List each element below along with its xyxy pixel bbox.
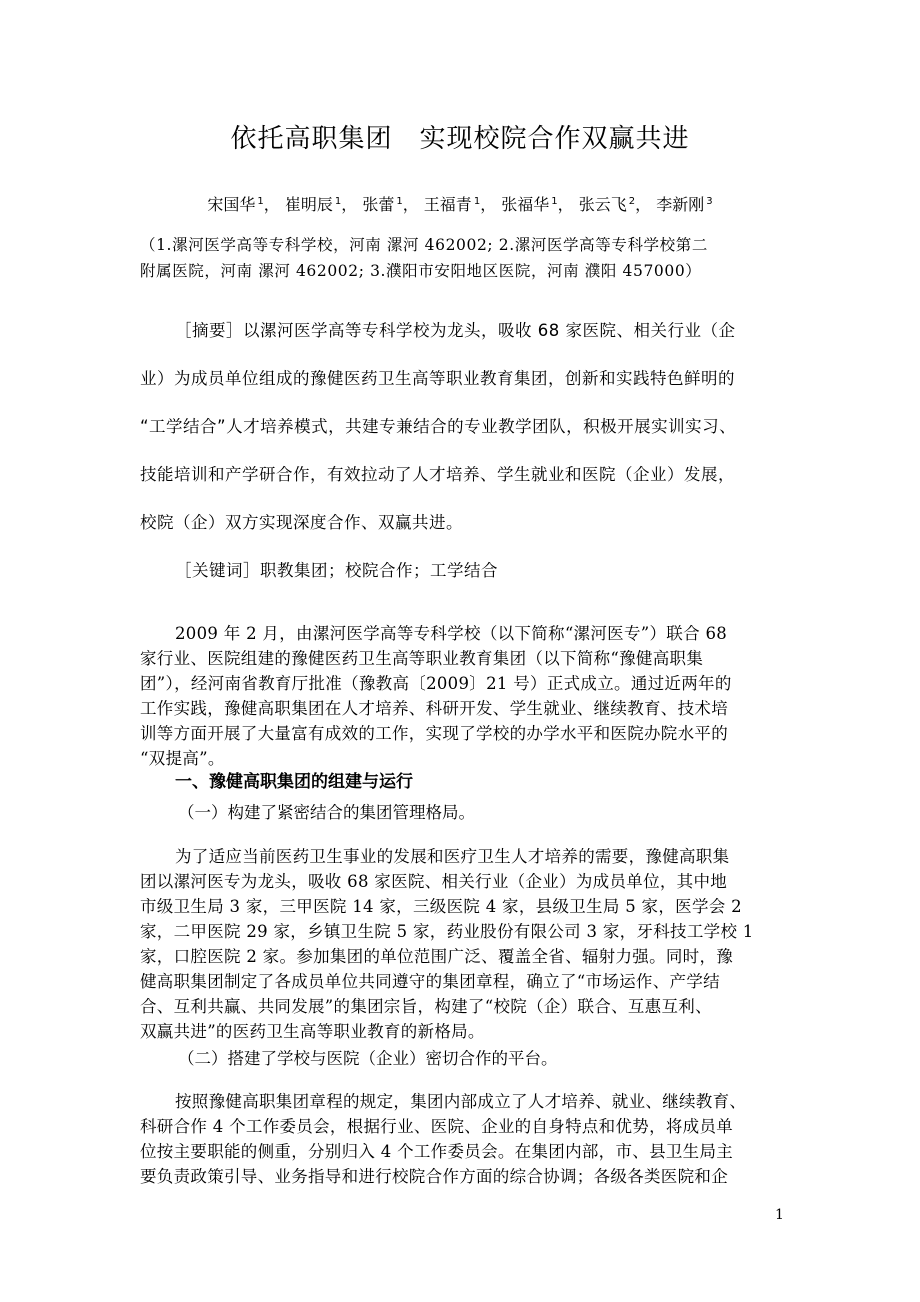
- body-line: 市级卫生局 3 家，三甲医院 14 家，三级医院 4 家，县级卫生局 5 家，医学会 2: [140, 897, 742, 916]
- keywords: [175, 557, 498, 581]
- abstract-line: 校院（企）双方实现深度合作、双赢共进。: [140, 513, 463, 532]
- affiliation-line: （1.漯河医学高等专科学校，河南 漯河 462002; 2.漯河医学高等专科学校第二: [140, 236, 708, 254]
- body-line: 家行业、医院组建的豫健医药卫生高等职业教育集团（以下简称“豫健高职集: [140, 649, 704, 668]
- body-line: 要负责政策引导、业务指导和进行校院合作方面的综合协调；各级各类医院和企: [140, 1167, 728, 1186]
- body-line: 训等方面开展了大量富有成效的工作，实现了学校的办学水平和医院办院水平的: [140, 724, 728, 743]
- page-number: 1: [775, 1207, 784, 1223]
- body-line: 科研合作 4 个工作委员会，根据行业、医院、企业的自身特点和优势，将成员单: [140, 1117, 734, 1136]
- body-line: 家，二甲医院 29 家，乡镇卫生院 5 家，药业股份有限公司 3 家，牙科技工学校 1: [140, 922, 754, 941]
- subsection-heading: （一）构建了紧密结合的集团管理格局。: [178, 803, 475, 822]
- author: 李新刚 $^3$: [656, 195, 713, 214]
- affiliation-line: 附属医院，河南 漯河 462002; 3.濮阳市安阳地区医院，河南 濮阳 457000）: [140, 262, 702, 280]
- body-line: 2009 年 2 月，由漯河医学高等专科学校（以下简称“漯河医专”）联合 68: [175, 624, 728, 643]
- author: 张蕾 $^1$: [362, 195, 403, 214]
- body-line: 家，口腔医院 2 家。参加集团的单位范围广泛、覆盖全省、辐射力强。同时，豫: [140, 947, 734, 966]
- author: 张云飞 $^2$: [578, 195, 636, 214]
- subsection-heading: （二）搭建了学校与医院（企业）密切合作的平台。: [178, 1049, 558, 1068]
- body-line: 团”），经河南省教育厅批准（豫教高〔2009〕21 号）正式成立。通过近两年的: [140, 674, 732, 693]
- author: 张福华 $^1$: [501, 195, 558, 214]
- section-heading: 一、豫健高职集团的组建与运行: [175, 772, 413, 792]
- author: 宋国华 $^1$: [207, 195, 264, 214]
- abstract-line: “工学结合”人才培养模式，共建专兼结合的专业教学团队，积极开展实训实习、: [140, 417, 737, 436]
- keywords-label: ［关键词］: [175, 561, 260, 580]
- author-list: 宋国华 $^1$， 崔明辰 $^1$， 张蕾 $^1$， 王福青 $^1$， 张福华 $^1$， 张云飞 $^2$， 李新刚 $^3$: [207, 195, 713, 214]
- abstract-label: ［摘要］: [175, 321, 243, 340]
- body-line: 团以漯河医专为龙头，吸收 68 家医院、相关行业（企业）为成员单位，其中地: [140, 872, 728, 891]
- body-line: 合、互利共赢、共同发展”的集团宗旨，构建了“校院（企）联合、互惠互利、: [140, 997, 712, 1016]
- body-line: “双提高”。: [140, 749, 225, 768]
- keywords-value: 职教集团；校院合作；工学结合: [260, 561, 498, 580]
- abstract-line: ［摘要］以漯河医学高等专科学校为龙头，吸收 68 家医院、相关行业（企: [175, 321, 736, 340]
- body-line: 健高职集团制定了各成员单位共同遵守的集团章程，确立了“市场运作、产学结: [140, 972, 720, 991]
- paper-title: 依托高职集团 实现校院合作双赢共进: [230, 124, 690, 154]
- author: 崔明辰 $^1$: [284, 195, 342, 214]
- body-line: 工作实践，豫健高职集团在人才培养、科研开发、学生就业、继续教育、技术培: [140, 699, 728, 718]
- body-line: 为了适应当前医药卫生事业的发展和医疗卫生人才培养的需要，豫健高职集: [175, 847, 730, 866]
- abstract-line: 业）为成员单位组成的豫健医药卫生高等职业教育集团，创新和实践特色鲜明的: [140, 369, 735, 388]
- abstract-line: 技能培训和产学研合作，有效拉动了人才培养、学生就业和医院（企业）发展，: [140, 465, 735, 484]
- body-line: 位按主要职能的侧重，分别归入 4 个工作委员会。在集团内部，市、县卫生局主: [140, 1142, 734, 1161]
- body-line: 按照豫健高职集团章程的规定，集团内部成立了人才培养、就业、继续教育、: [175, 1092, 747, 1111]
- author: 王福青 $^1$: [423, 195, 481, 214]
- body-line: 双赢共进”的医药卫生高等职业教育的新格局。: [140, 1022, 485, 1041]
